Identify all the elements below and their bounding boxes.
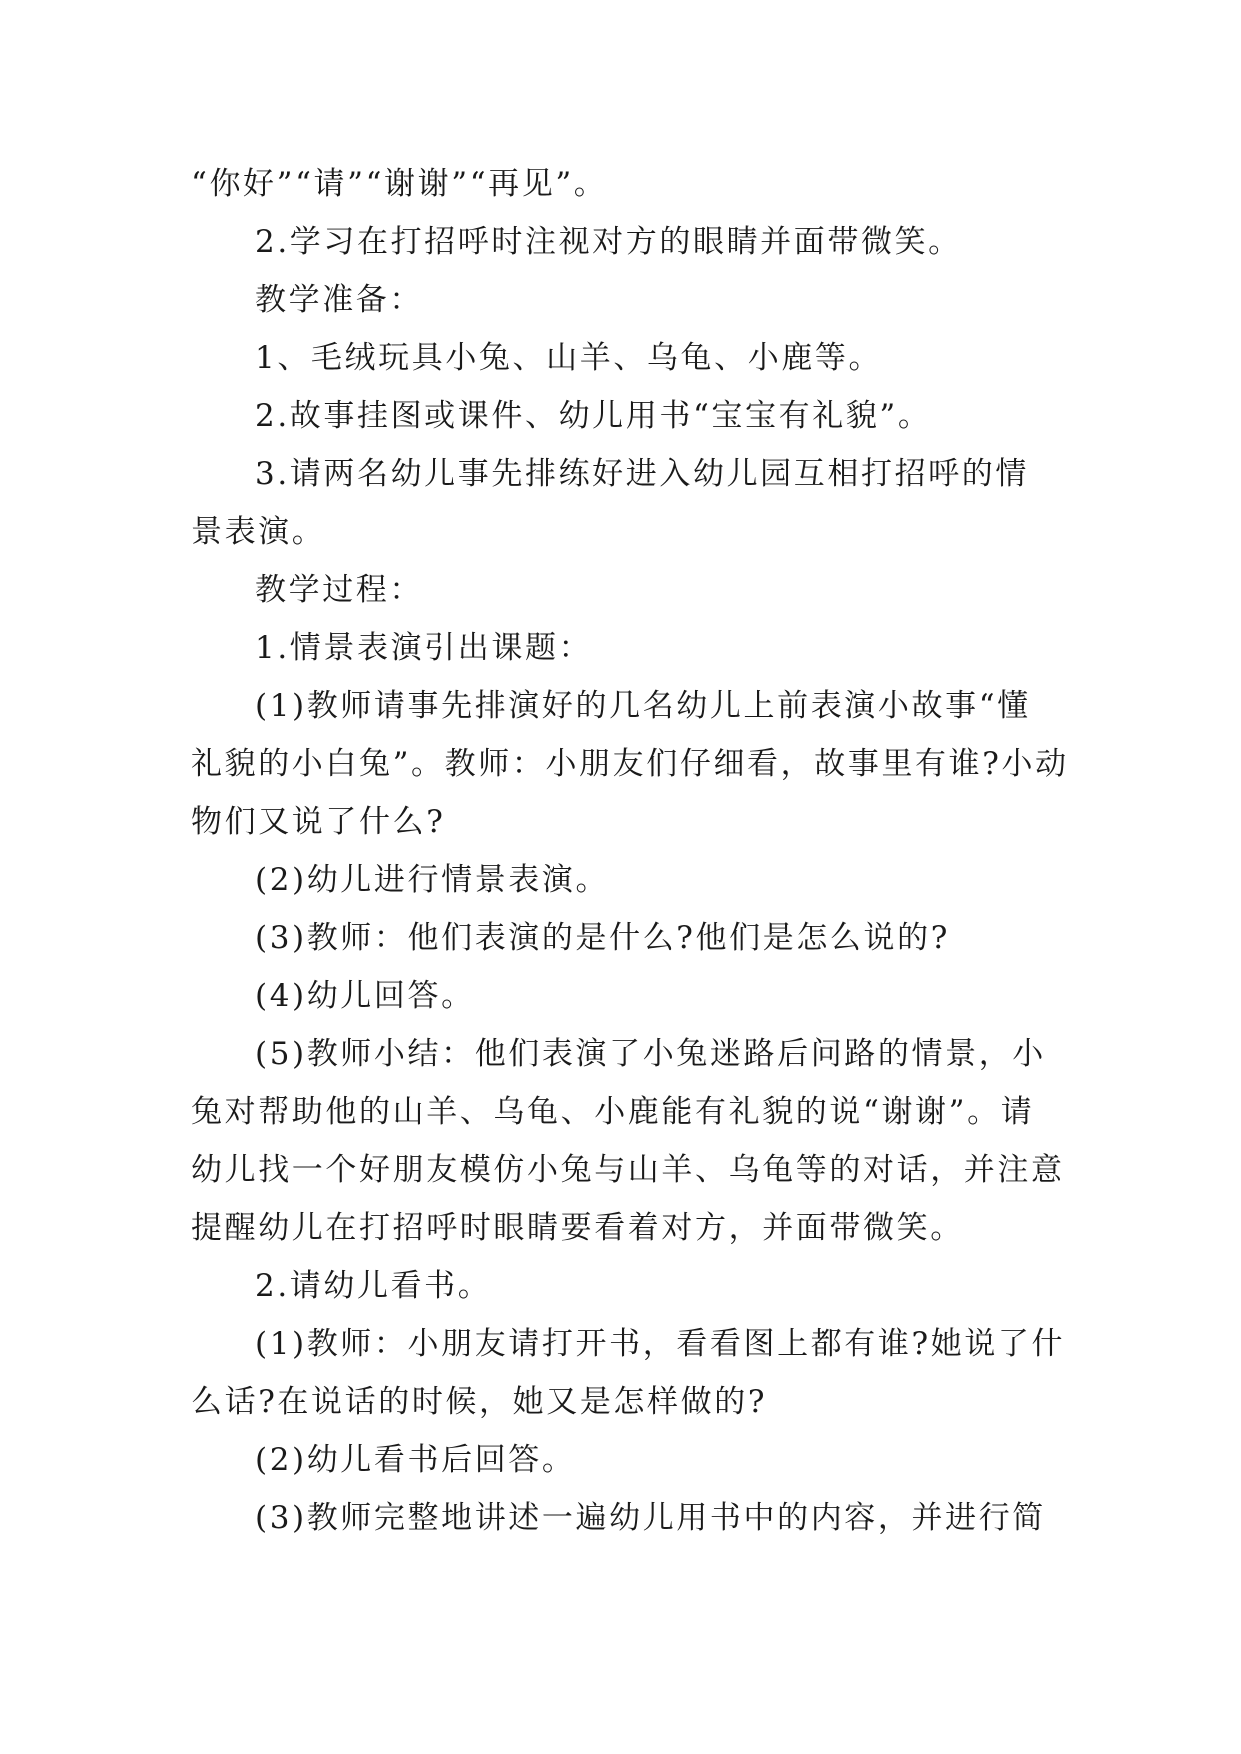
text-line: 1.情景表演引出课题：	[255, 630, 593, 666]
text-line: 提醒幼儿在打招呼时眼睛要看着对方，并面带微笑。	[191, 1210, 964, 1246]
text-line: (1)教师请事先排演好的几名幼儿上前表演小故事“懂	[255, 688, 1031, 724]
text-line: (1)教师：小朋友请打开书，看看图上都有谁?她说了什	[255, 1326, 1066, 1362]
text-line: 2.请幼儿看书。	[255, 1268, 492, 1304]
text-line: (5)教师小结：他们表演了小兔迷路后问路的情景，小	[255, 1036, 1046, 1072]
text-line: 2.故事挂图或课件、幼儿用书“宝宝有礼貌”。	[255, 398, 932, 434]
text-line: 物们又说了什么?	[191, 804, 446, 840]
text-line: 么话?在说话的时候，她又是怎样做的?	[191, 1384, 768, 1420]
text-line: (2)幼儿进行情景表演。	[255, 862, 610, 898]
text-line: 幼儿找一个好朋友模仿小兔与山羊、乌龟等的对话，并注意	[191, 1152, 1065, 1188]
text-line: (2)幼儿看书后回答。	[255, 1442, 576, 1478]
text-line: 3.请两名幼儿事先排练好进入幼儿园互相打招呼的情	[255, 456, 1029, 492]
text-line: 教学准备：	[255, 282, 423, 318]
text-line: 礼貌的小白兔”。教师：小朋友们仔细看，故事里有谁?小动	[191, 746, 1069, 782]
text-line: (3)教师完整地讲述一遍幼儿用书中的内容，并进行简	[255, 1500, 1046, 1536]
text-line: “你好”“请”“谢谢”“再见”。	[191, 166, 608, 202]
text-line: 景表演。	[191, 514, 326, 550]
text-line: 教学过程：	[255, 572, 423, 608]
text-line: (4)幼儿回答。	[255, 978, 475, 1014]
document-body	[191, 155, 1069, 1547]
text-line: 兔对帮助他的山羊、乌龟、小鹿能有礼貌的说“谢谢”。请	[191, 1094, 1035, 1130]
text-line: (3)教师：他们表演的是什么?他们是怎么说的?	[255, 920, 950, 956]
text-line: 2.学习在打招呼时注视对方的眼睛并面带微笑。	[255, 224, 962, 260]
text-line: 1、毛绒玩具小兔、山羊、乌龟、小鹿等。	[255, 340, 883, 376]
